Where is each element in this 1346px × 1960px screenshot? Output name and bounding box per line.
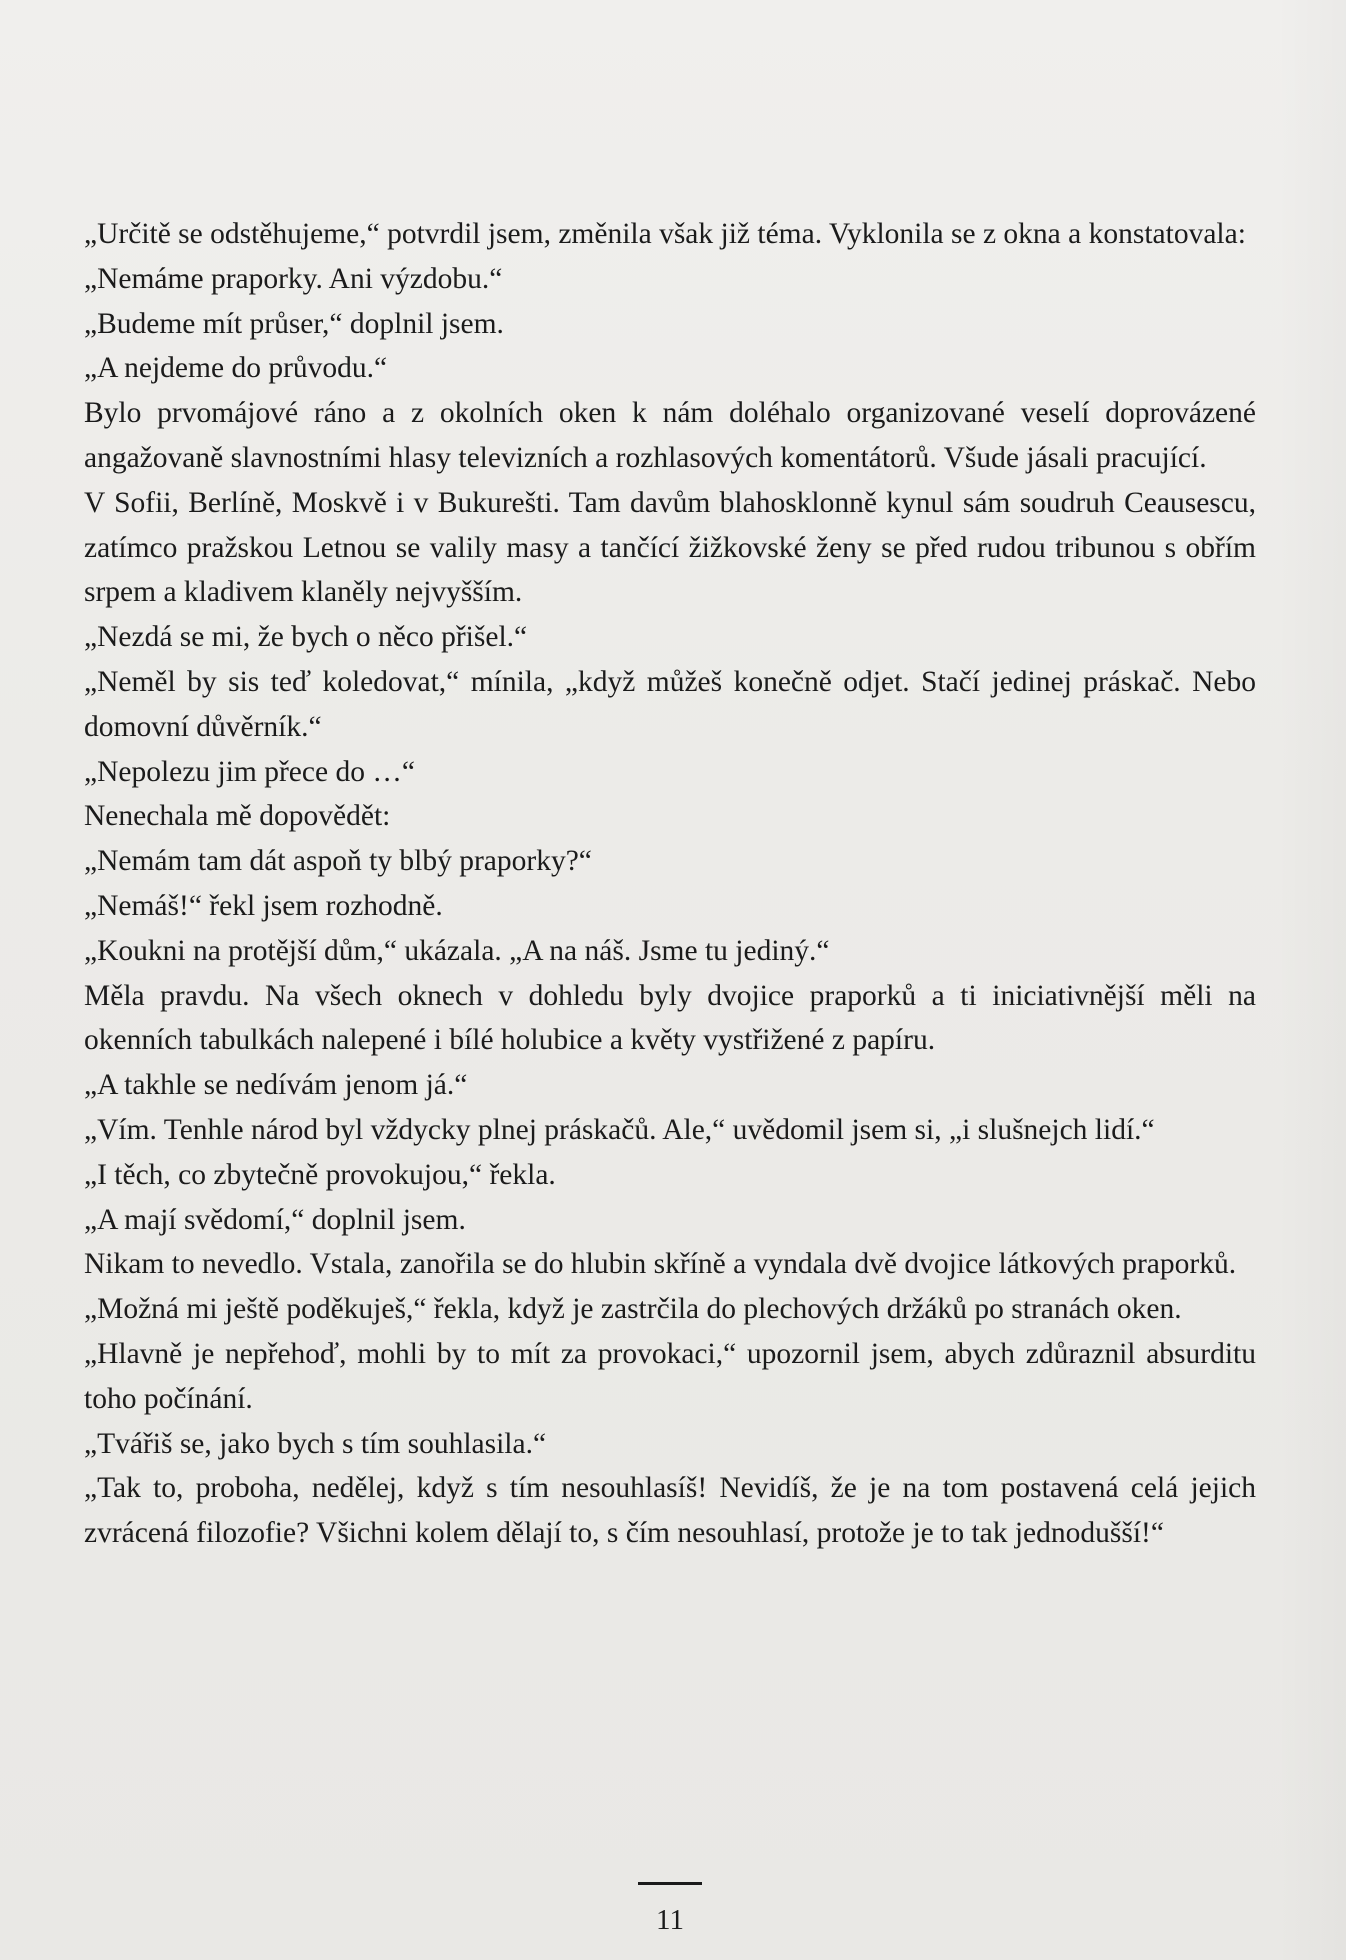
paragraph: „Nemáme praporky. Ani výzdobu.“ [84, 262, 503, 295]
paragraph: „Nezdá se mi, že bych o něco přišel.“ [84, 621, 528, 654]
paragraph: „I těch, co zbytečně provokujou,“ řekla. [84, 1158, 556, 1191]
paragraph: „Budeme mít průser,“ doplnil jsem. [84, 307, 504, 340]
page-number: 11 [656, 1904, 684, 1936]
paragraph: „A mají svědomí,“ doplnil jsem. [84, 1203, 466, 1236]
paragraph: „Nemáš!“ řekl jsem rozhodně. [84, 889, 443, 922]
paragraph: „A takhle se nedívám jenom já.“ [84, 1069, 468, 1102]
paragraph: Měla pravdu. Na všech oknech v dohledu byly dvojice praporků a ti iniciativnější měli na okenních tabulkách nalepené i bílé holubice a květy vystřižené z papíru. [84, 979, 1256, 1057]
paragraph: „Tvářiš se, jako bych s tím souhlasila.“ [84, 1427, 547, 1460]
paragraph: „Hlavně je nepřehoď, mohli by to mít za provokaci,“ upozornil jsem, abych zdůraznil absurditu toho počínání. [84, 1337, 1256, 1415]
footer-rule [638, 1882, 702, 1885]
paragraph: „Nepolezu jim přece do …“ [84, 755, 415, 788]
paragraph: „Vím. Tenhle národ byl vždycky plnej práskačů. Ale,“ uvědomil jsem si, „i slušnejch lidí.“ [84, 1113, 1155, 1146]
paragraph: „Nemám tam dát aspoň ty blbý praporky?“ [84, 845, 592, 878]
paragraph: „Určitě se odstěhujeme,“ potvrdil jsem, změnila však již téma. Vyklonila se z okna a konstatovala: [84, 218, 1246, 250]
paragraph: „A nejdeme do průvodu.“ [84, 352, 388, 385]
paragraph: Nenechala mě dopovědět: [84, 800, 391, 833]
paragraph: Bylo prvomájové ráno a z okolních oken k nám doléhalo organizované veselí doprovázené angažovaně slavnostními hlasy televizních a rozhlasových komentátorů. Všude jásali pracující. [84, 397, 1256, 474]
paragraph: Nikam to nevedlo. Vstala, zanořila se do hlubin skříně a vyndala dvě dvojice látkových praporků. [84, 1248, 1237, 1281]
paragraph: V Sofii, Berlíně, Moskvě i v Bukurešti. Tam davům blahosklonně kynul sám soudruh Ceausescu, zatímco pražskou Letnou se valily masy a tančící žižkovské ženy se před rudou tribunou s obřím srpem a kladivem klaněly nejvyšším. [84, 486, 1256, 609]
paragraph: „Neměl by sis teď koledovat,“ mínila, „když můžeš konečně odjet. Stačí jedinej práskač. Nebo domovní důvěrník.“ [84, 665, 1256, 743]
paragraph: „Možná mi ještě poděkuješ,“ řekla, když je zastrčila do plechových držáků po stranách oken. [84, 1293, 1182, 1326]
paragraph: „Koukni na protější dům,“ ukázala. „A na náš. Jsme tu jediný.“ [84, 934, 830, 967]
body-text [84, 212, 1256, 1556]
paragraph: „Tak to, proboha, nedělej, když s tím nesouhlasíš! Nevidíš, že je na tom postavená celá jejich zvrácená filozofie? Všichni kolem dělají to, s čím nesouhlasí, protože je to tak jednodušší!“ [84, 1472, 1256, 1550]
